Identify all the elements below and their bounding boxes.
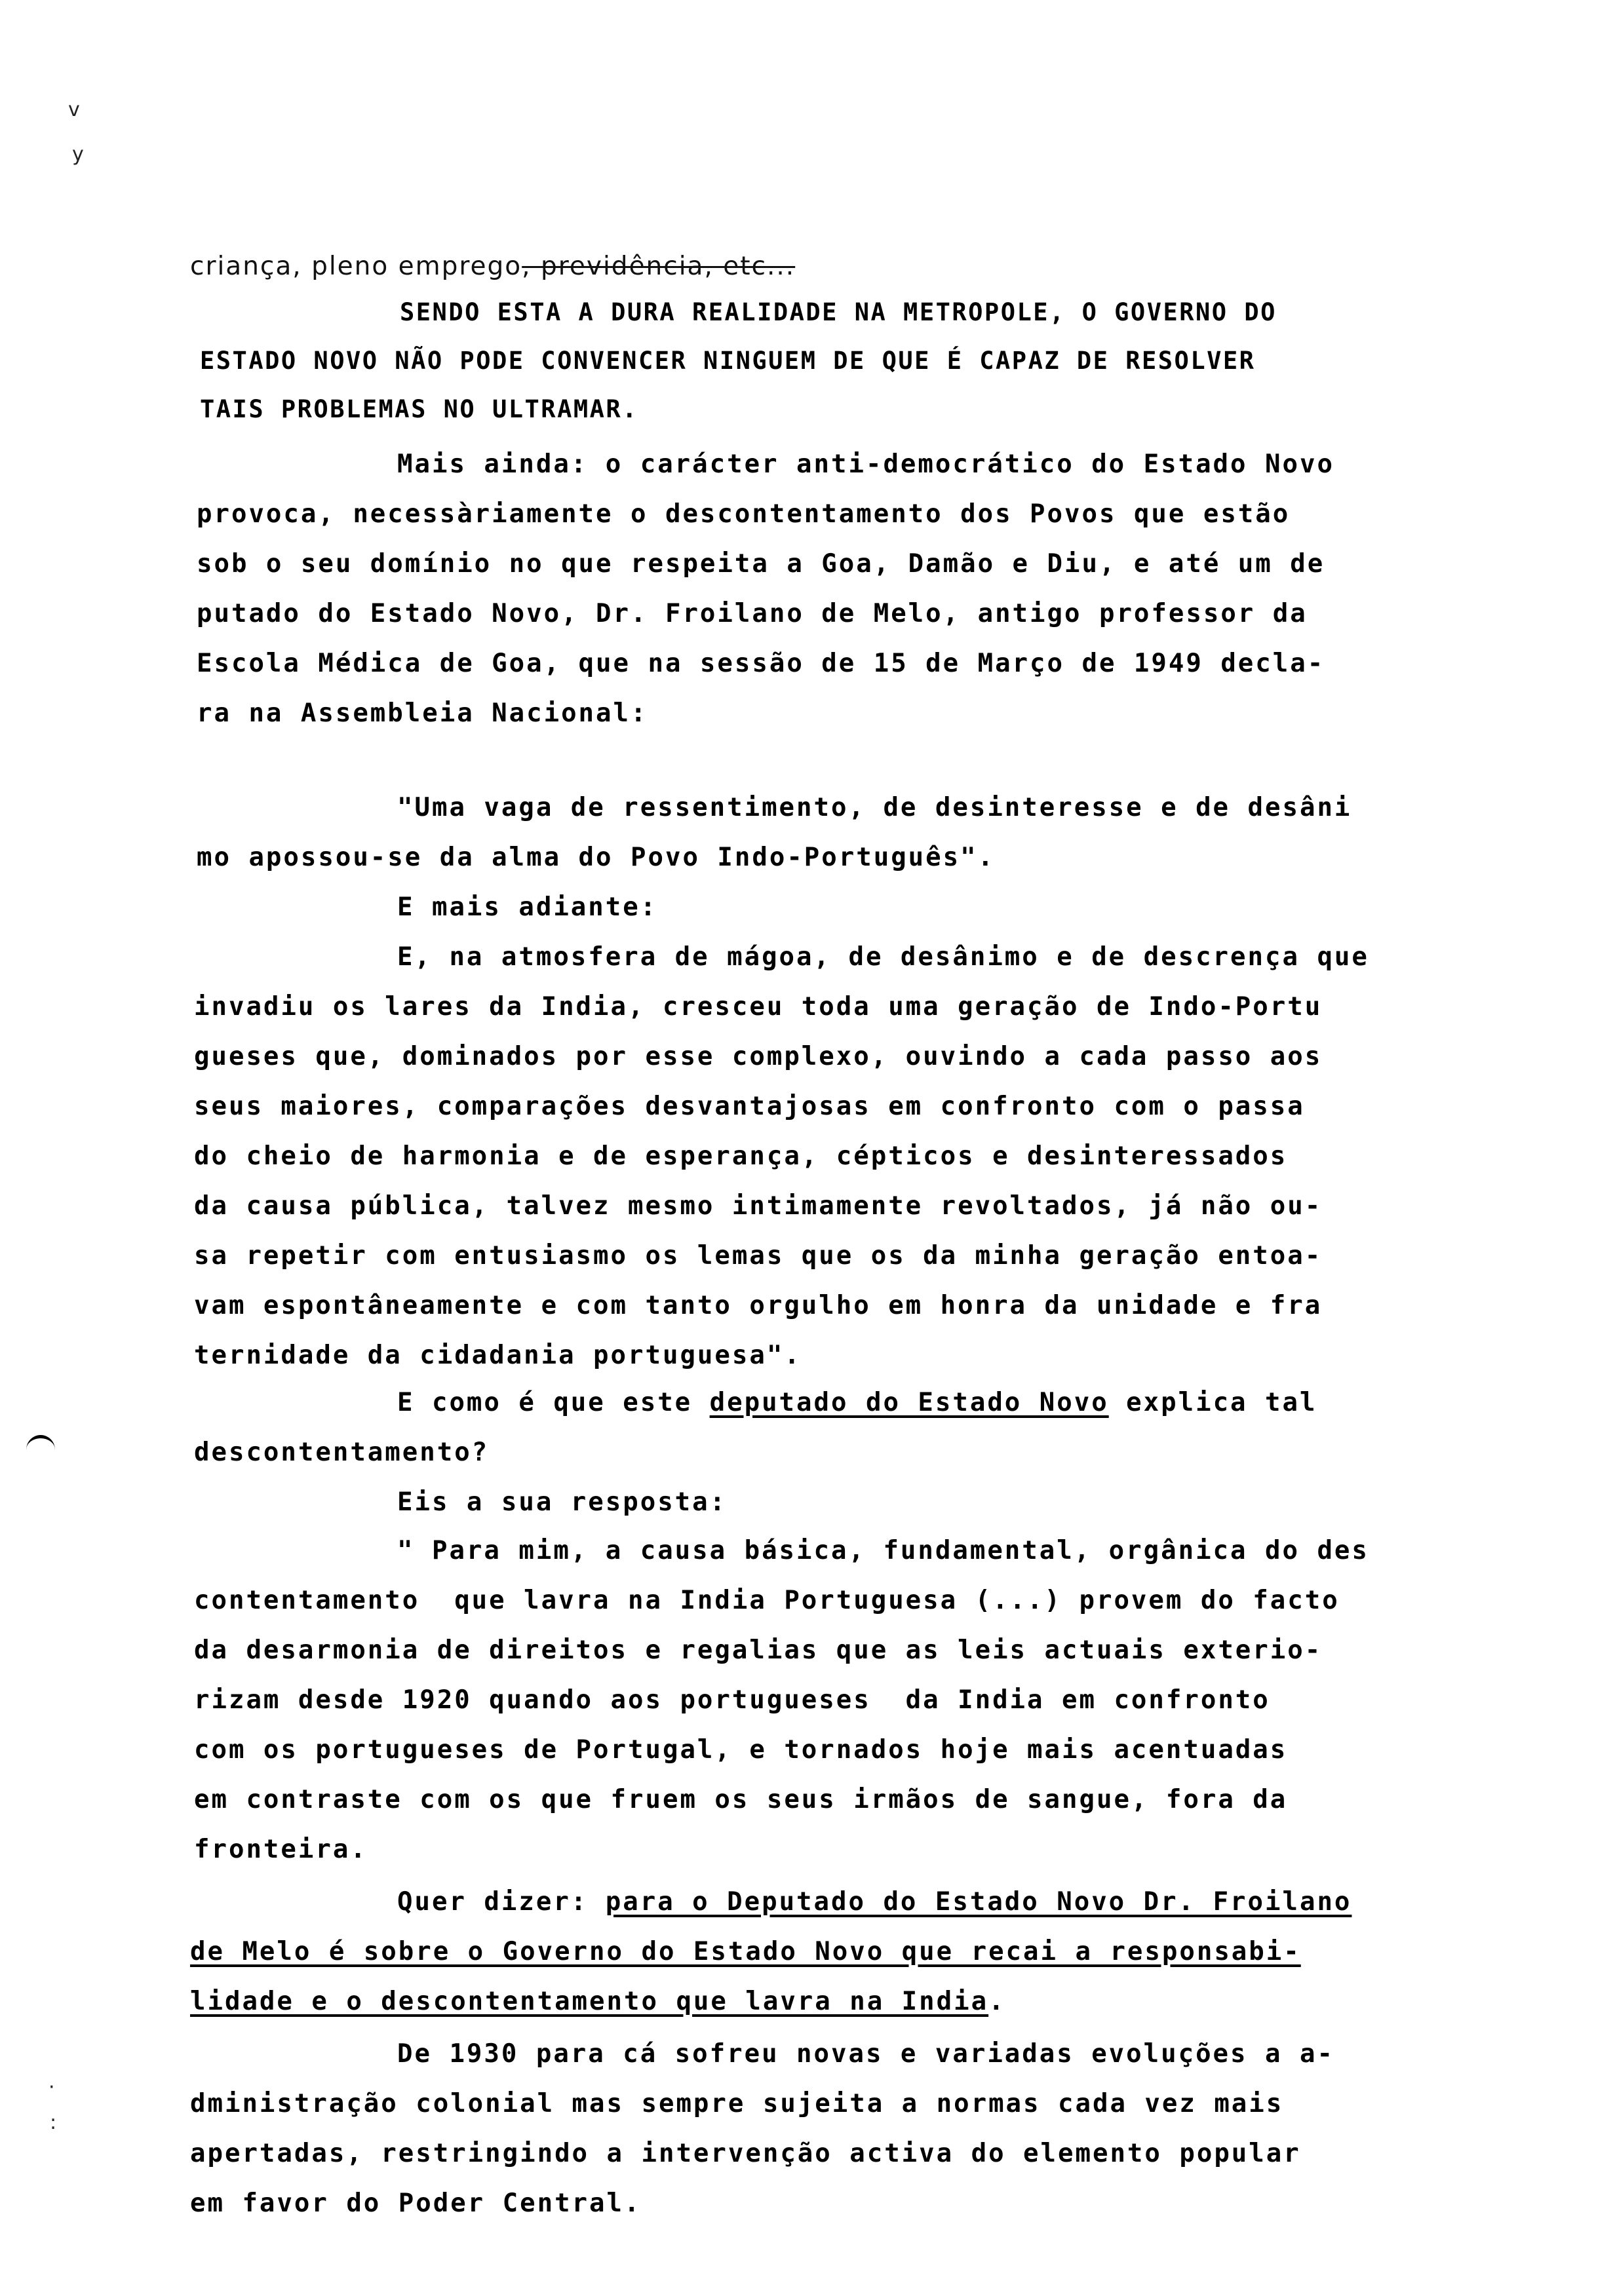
q2-line-6: da causa pública, talvez mesmo intimamente revoltados, já não ou- — [194, 1191, 1323, 1221]
p2-line-5: Escola Médica de Goa, que na sessão de 15 de Março de 1949 decla- — [197, 649, 1325, 678]
plast-line-3: apertadas, restringindo a intervenção activa do elemento popular — [190, 2139, 1301, 2168]
q4-line-7: fronteira. — [194, 1835, 368, 1864]
text-line-intro — [190, 250, 795, 283]
q2-line-4: seus maiores, comparações desvantajosas em confronto com o passa — [194, 1092, 1305, 1121]
plast-line-1: De 1930 para cá sofreu novas e variadas evoluções a a- — [397, 2039, 1334, 2069]
q3-line-2: descontentamento? — [194, 1438, 490, 1467]
q5-underlined-2: de Melo é sobre o Governo do Estado Novo que recai a responsabi- — [190, 1937, 1301, 1966]
q5-line-2 — [190, 1936, 1301, 1968]
resposta-line: Eis a sua resposta: — [397, 1487, 728, 1517]
q4-line-2: contentamento que lavra na India Portuguesa (...) provem do facto — [194, 1586, 1340, 1615]
q5-line-3 — [190, 1985, 1006, 2018]
q4-line-3: da desarmonia de direitos e regalias que as leis actuais exterio- — [194, 1636, 1323, 1665]
q2-line-3: gueses que, dominados por esse complexo, ouvindo a cada passo aos — [194, 1042, 1323, 1071]
q2-line-9: ternidade da cidadania portuguesa". — [194, 1341, 802, 1370]
intro-pleno-emprego: pleno emprego — [302, 252, 522, 281]
plast-line-4: em favor do Poder Central. — [190, 2189, 642, 2218]
q4-line-5: com os portugueses de Portugal, e tornados hoje mais acentuadas — [194, 1735, 1288, 1765]
q3-line-1 — [397, 1387, 1317, 1419]
q4-line-4: rizam desde 1920 quando aos portugueses da India em confronto — [194, 1685, 1270, 1715]
intro-struck-text: , previdência, etc... — [522, 252, 796, 281]
q5-text-a: Quer dizer: — [397, 1887, 606, 1917]
q5-underlined-3: lidade e o descontentamento que lavra na India — [190, 1987, 989, 2016]
q2-line-8: vam espontâneamente e com tanto orgulho em honra da unidade e fra — [194, 1291, 1323, 1320]
p2-line-1: Mais ainda: o carácter anti-democrático do Estado Novo — [397, 450, 1334, 479]
margin-mark-3: · — [49, 2076, 55, 2099]
q5-line-1 — [397, 1886, 1352, 1919]
p1-line-3: TAIS PROBLEMAS NO ULTRAMAR. — [200, 395, 638, 423]
q3-text-a: E como é que este — [397, 1388, 710, 1417]
mais-adiante-line: E mais adiante: — [397, 892, 658, 922]
margin-arc-mark — [26, 1435, 55, 1464]
margin-mark-1: v — [68, 98, 80, 121]
p1-line-1: SENDO ESTA A DURA REALIDADE NA METROPOLE, O GOVERNO DO — [400, 298, 1277, 326]
margin-mark-2: y — [72, 143, 84, 166]
q4-line-6: em contraste com os que fruem os seus irmãos de sangue, fora da — [194, 1785, 1288, 1814]
q1-line-1: "Uma vaga de ressentimento, de desinteresse e de desâni — [397, 793, 1352, 822]
q2-line-2: invadiu os lares da India, cresceu toda uma geração de Indo-Portu — [194, 992, 1323, 1022]
p2-line-2: provoca, necessàriamente o descontentamento dos Povos que estão — [197, 499, 1291, 529]
p2-line-3: sob o seu domínio no que respeita a Goa, Damão e Diu, e até um de — [197, 549, 1325, 579]
intro-word-crianca: criança, — [190, 252, 302, 281]
margin-mark-4: : — [50, 2111, 57, 2134]
p2-line-6: ra na Assembleia Nacional: — [197, 698, 648, 728]
q5-underlined-1: para o Deputado do Estado Novo Dr. Froilano — [605, 1887, 1352, 1917]
q3-underlined: deputado do Estado Novo — [709, 1388, 1109, 1417]
q2-line-5: do cheio de harmonia e de esperança, cépticos e desinteressados — [194, 1141, 1288, 1171]
plast-line-2: dministração colonial mas sempre sujeita a normas cada vez mais — [190, 2089, 1284, 2118]
q4-line-1: " Para mim, a causa básica, fundamental, orgânica do des — [397, 1536, 1369, 1565]
q2-line-1: E, na atmosfera de mágoa, de desânimo e de descrença que — [397, 942, 1369, 972]
p1-line-2: ESTADO NOVO NÃO PODE CONVENCER NINGUEM DE QUE É CAPAZ DE RESOLVER — [200, 347, 1256, 375]
q5-period: . — [988, 1987, 1006, 2016]
q1-line-2: mo apossou-se da alma do Povo Indo-Português". — [197, 843, 996, 872]
q2-line-7: sa repetir com entusiasmo os lemas que os da minha geração entoa- — [194, 1241, 1323, 1271]
q3-text-c: explica tal — [1108, 1388, 1317, 1417]
p2-line-4: putado do Estado Novo, Dr. Froilano de Melo, antigo professor da — [197, 599, 1308, 628]
